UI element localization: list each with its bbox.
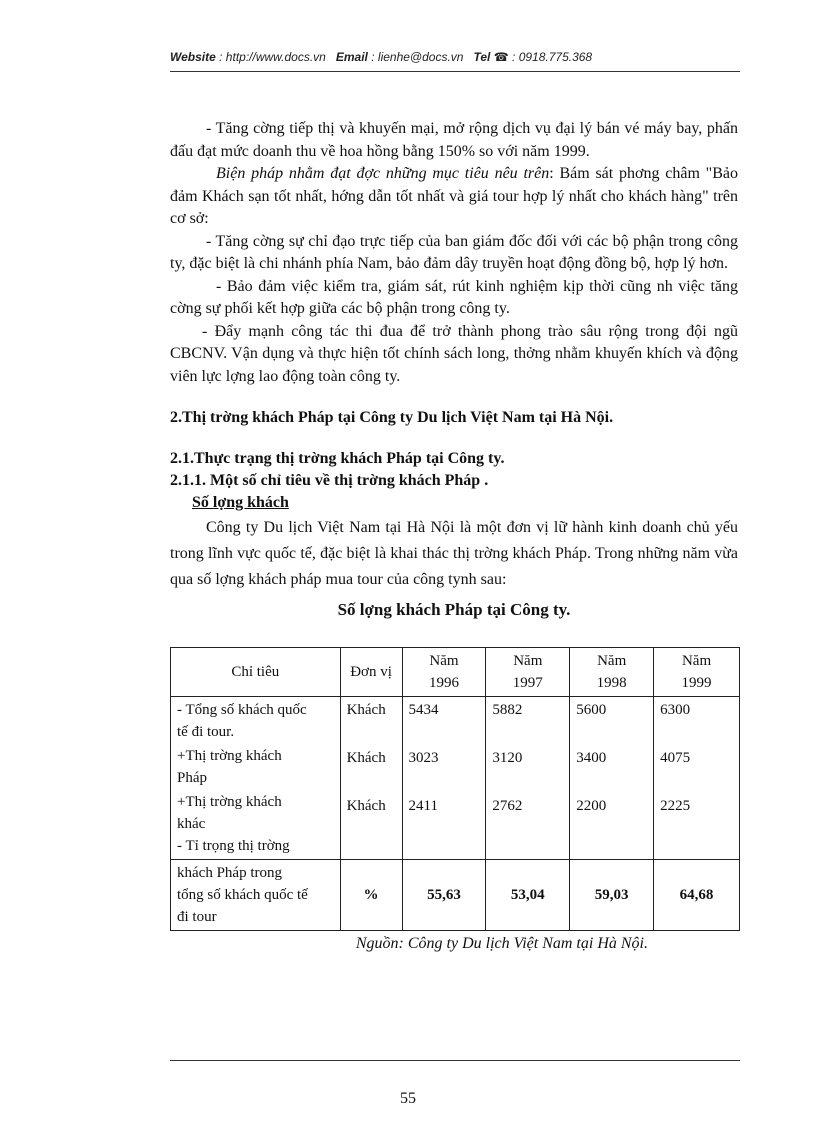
paragraph-inspection: - Bảo đảm việc kiểm tra, giám sát, rút kinh nghiệm kịp thời cũng nh việc tăng cờng sự phối kết hợp giữa các bộ phận trong công ty. <box>170 277 738 317</box>
table-row <box>171 697 740 860</box>
share-1999: 64,68 <box>654 860 740 931</box>
header-year-1999: Năm 1999 <box>654 648 740 697</box>
page-number: 55 <box>400 1090 416 1107</box>
paragraph-emulation: - Đẩy mạnh công tác thi đua để trở thành phong trào sâu rộng trong đội ngũ CBCNV. Vận dụng và thực hiện tốt chính sách long, thởng nhằm khuyến khích và động viên lực lợng lao động toàn công ty. <box>170 322 738 385</box>
subheading-visitor-count: Số lợng khách <box>192 494 289 511</box>
share-unit: % <box>340 860 402 931</box>
row-1998: 5600 3400 2200 <box>570 697 654 860</box>
visitor-table <box>170 647 740 931</box>
footer-divider <box>170 1060 740 1061</box>
share-1997: 53,04 <box>486 860 570 931</box>
page-content <box>170 118 738 956</box>
header-unit: Đơn vị <box>340 648 402 697</box>
header-year-1997: Năm 1997 <box>486 648 570 697</box>
heading-section-2-1-1: 2.1.1. Một số chỉ tiêu về thị trờng khách Pháp . <box>170 472 489 489</box>
row-label: - Tổng số khách quốc tế đi tour. +Thị trờng khách Pháp +Thị trờng khách khác - Tỉ trọng thị trờng <box>171 697 341 860</box>
table-header-row <box>171 648 740 697</box>
row-unit: Khách Khách Khách <box>340 697 402 860</box>
header-year-1998: Năm 1998 <box>570 648 654 697</box>
header-year-1996: Năm 1996 <box>402 648 486 697</box>
table-title: Số lợng khách Pháp tại Công ty. <box>337 599 571 619</box>
header-indicator: Chỉ tiêu <box>171 648 341 697</box>
page-header <box>170 50 740 64</box>
table-source: Nguồn: Công ty Du lịch Việt Nam tại Hà Nội. <box>355 935 648 952</box>
paragraph-direction: - Tăng cờng sự chỉ đạo trực tiếp của ban giám đốc đối với các bộ phận trong công ty, đặc biệt là chi nhánh phía Nam, bảo đảm dây truyền hoạt động đồng bộ, hợp lý hơn. <box>170 232 738 272</box>
measures-text: : Bám sát phơng châm "Bảo đảm Khách sạn tốt nhất, hớng dẫn tốt nhất và giá tour hợp lý nhất cho khách hàng" trên cơ sở: <box>170 165 738 227</box>
tel-label: Tel <box>473 50 491 64</box>
heading-section-2: 2.Thị trờng khách Pháp tại Công ty Du lịch Việt Nam tại Hà Nội. <box>170 409 614 426</box>
email-value: : lienhe@docs.vn <box>371 50 464 64</box>
heading-section-2-1: 2.1.Thực trạng thị trờng khách Pháp tại Công ty. <box>170 450 505 467</box>
share-label: khách Pháp trong tổng số khách quốc tế đi tour <box>171 860 341 931</box>
phone-icon: ☎ <box>493 50 509 64</box>
website-label: Website <box>170 50 216 64</box>
share-1996: 55,63 <box>402 860 486 931</box>
table-row-share <box>171 860 740 931</box>
paragraph-measures <box>170 163 738 231</box>
measures-lead: Biện pháp nhằm đạt đợc những mục tiêu nêu trên <box>216 165 550 182</box>
paragraph-marketing: - Tăng cờng tiếp thị và khuyến mại, mở rộng dịch vụ đại lý bán vé máy bay, phấn đấu đạt mức doanh thu về hoa hồng bằng 150% so với năm 1999. <box>170 120 738 160</box>
paragraph-intro: Công ty Du lịch Việt Nam tại Hà Nội là một đơn vị lữ hành kinh doanh chủ yếu trong lĩnh vực quốc tế, đặc biệt là khai thác thị trờng khách Pháp. Trong những năm vừa qua số lợng khách pháp mua tour của công tynh sau: <box>170 518 738 588</box>
email-label: Email <box>335 50 368 64</box>
row-1996: 5434 3023 2411 <box>402 697 486 860</box>
row-1997: 5882 3120 2762 <box>486 697 570 860</box>
tel-value: : 0918.775.368 <box>512 50 593 64</box>
row-1999: 6300 4075 2225 <box>654 697 740 860</box>
share-1998: 59,03 <box>570 860 654 931</box>
website-value: : http://www.docs.vn <box>219 50 326 64</box>
header-divider <box>170 71 740 72</box>
